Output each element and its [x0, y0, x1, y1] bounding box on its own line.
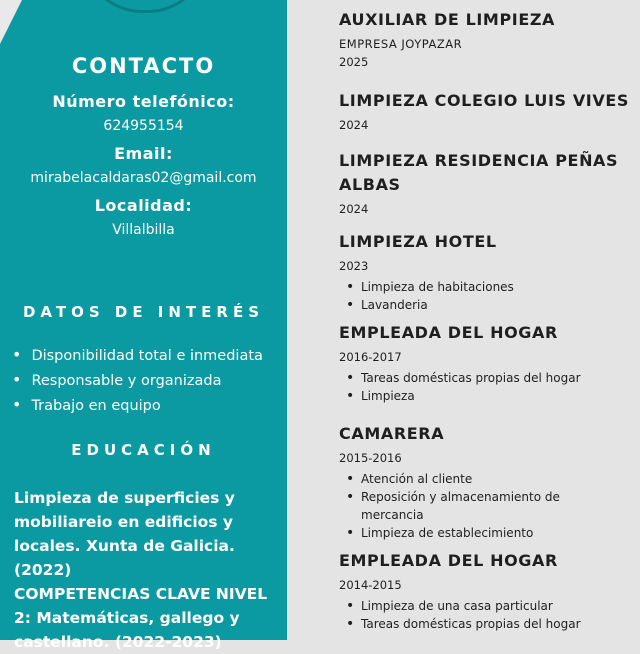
job-title: LIMPIEZA RESIDENCIA PEÑAS ALBAS [339, 151, 619, 194]
avatar-frame [82, 0, 208, 13]
job-title: LIMPIEZA COLEGIO LUIS VIVES [339, 91, 629, 110]
job-entry [339, 89, 639, 134]
job-date: 2014-2015 [339, 578, 402, 592]
job-title: EMPLEADA DEL HOGAR [339, 551, 558, 570]
job-title: CAMARERA [339, 424, 445, 443]
contact-heading: CONTACTO [71, 54, 216, 78]
job-date: 2023 [339, 259, 369, 273]
job-date: 2024 [339, 202, 369, 216]
experience-column [287, 0, 640, 640]
job-title: EMPLEADA DEL HOGAR [339, 323, 558, 342]
job-title: AUXILIAR DE LIMPIEZA [339, 10, 556, 29]
interests-list [12, 342, 263, 417]
list-item: • Atención al cliente [361, 470, 621, 488]
duties-list [339, 369, 639, 405]
list-item: • Responsable y organizada [12, 367, 263, 392]
phone-value: 624955154 [103, 118, 184, 134]
education-line: locales. Xunta de Galicia. [14, 537, 235, 555]
job-entry [339, 8, 639, 71]
interests-heading: DATOS DE INTERÉS [22, 303, 265, 321]
education-line: mobiliareio en edificios y [14, 513, 234, 531]
list-item: • Limpieza [361, 387, 639, 405]
sidebar [0, 0, 287, 651]
job-company: EMPRESA JOYPAZAR [339, 37, 463, 51]
job-entry [339, 422, 639, 542]
email-label: Email: [114, 144, 173, 163]
education-heading: EDUCACIÓN [71, 441, 216, 459]
list-item: • Limpieza de habitaciones [361, 278, 639, 296]
list-item: • Lavanderia [361, 296, 639, 314]
education-line: castellano. (2022-2023) [14, 633, 222, 651]
job-date: 2025 [339, 55, 369, 69]
list-item: • Reposición y almacenamiento de mercancia [361, 488, 621, 524]
list-item: • Limpieza de una casa particular [361, 597, 639, 615]
duties-list [339, 470, 621, 542]
job-entry [339, 321, 639, 405]
list-item: • Trabajo en equipo [12, 392, 263, 417]
list-item: • Tareas domésticas propias del hogar [361, 369, 639, 387]
education-line: (2022) [14, 561, 72, 579]
job-date: 2015-2016 [339, 451, 402, 465]
location-label: Localidad: [94, 196, 193, 215]
job-entry [339, 549, 639, 633]
job-date: 2024 [339, 118, 369, 132]
list-item: • Disponibilidad total e inmediata [12, 342, 263, 367]
job-entry [339, 149, 629, 218]
list-item: • Limpieza de establecimiento [361, 524, 621, 542]
email-value: mirabelacaldaras02@gmail.com [30, 170, 257, 186]
duties-list [339, 278, 639, 314]
education-line: 2: Matemáticas, gallego y [14, 609, 240, 627]
education-text [14, 486, 279, 654]
job-entry [339, 230, 639, 314]
job-title: LIMPIEZA HOTEL [339, 232, 497, 251]
list-item: • Tareas domésticas propias del hogar [361, 615, 639, 633]
corner-decoration [0, 0, 22, 44]
phone-label: Número telefónico: [52, 92, 235, 111]
education-line: Limpieza de superficies y [14, 489, 235, 507]
duties-list [339, 597, 639, 633]
location-value: Villalbilla [112, 222, 175, 238]
job-date: 2016-2017 [339, 350, 402, 364]
education-line: COMPETENCIAS CLAVE NIVEL [14, 585, 268, 603]
